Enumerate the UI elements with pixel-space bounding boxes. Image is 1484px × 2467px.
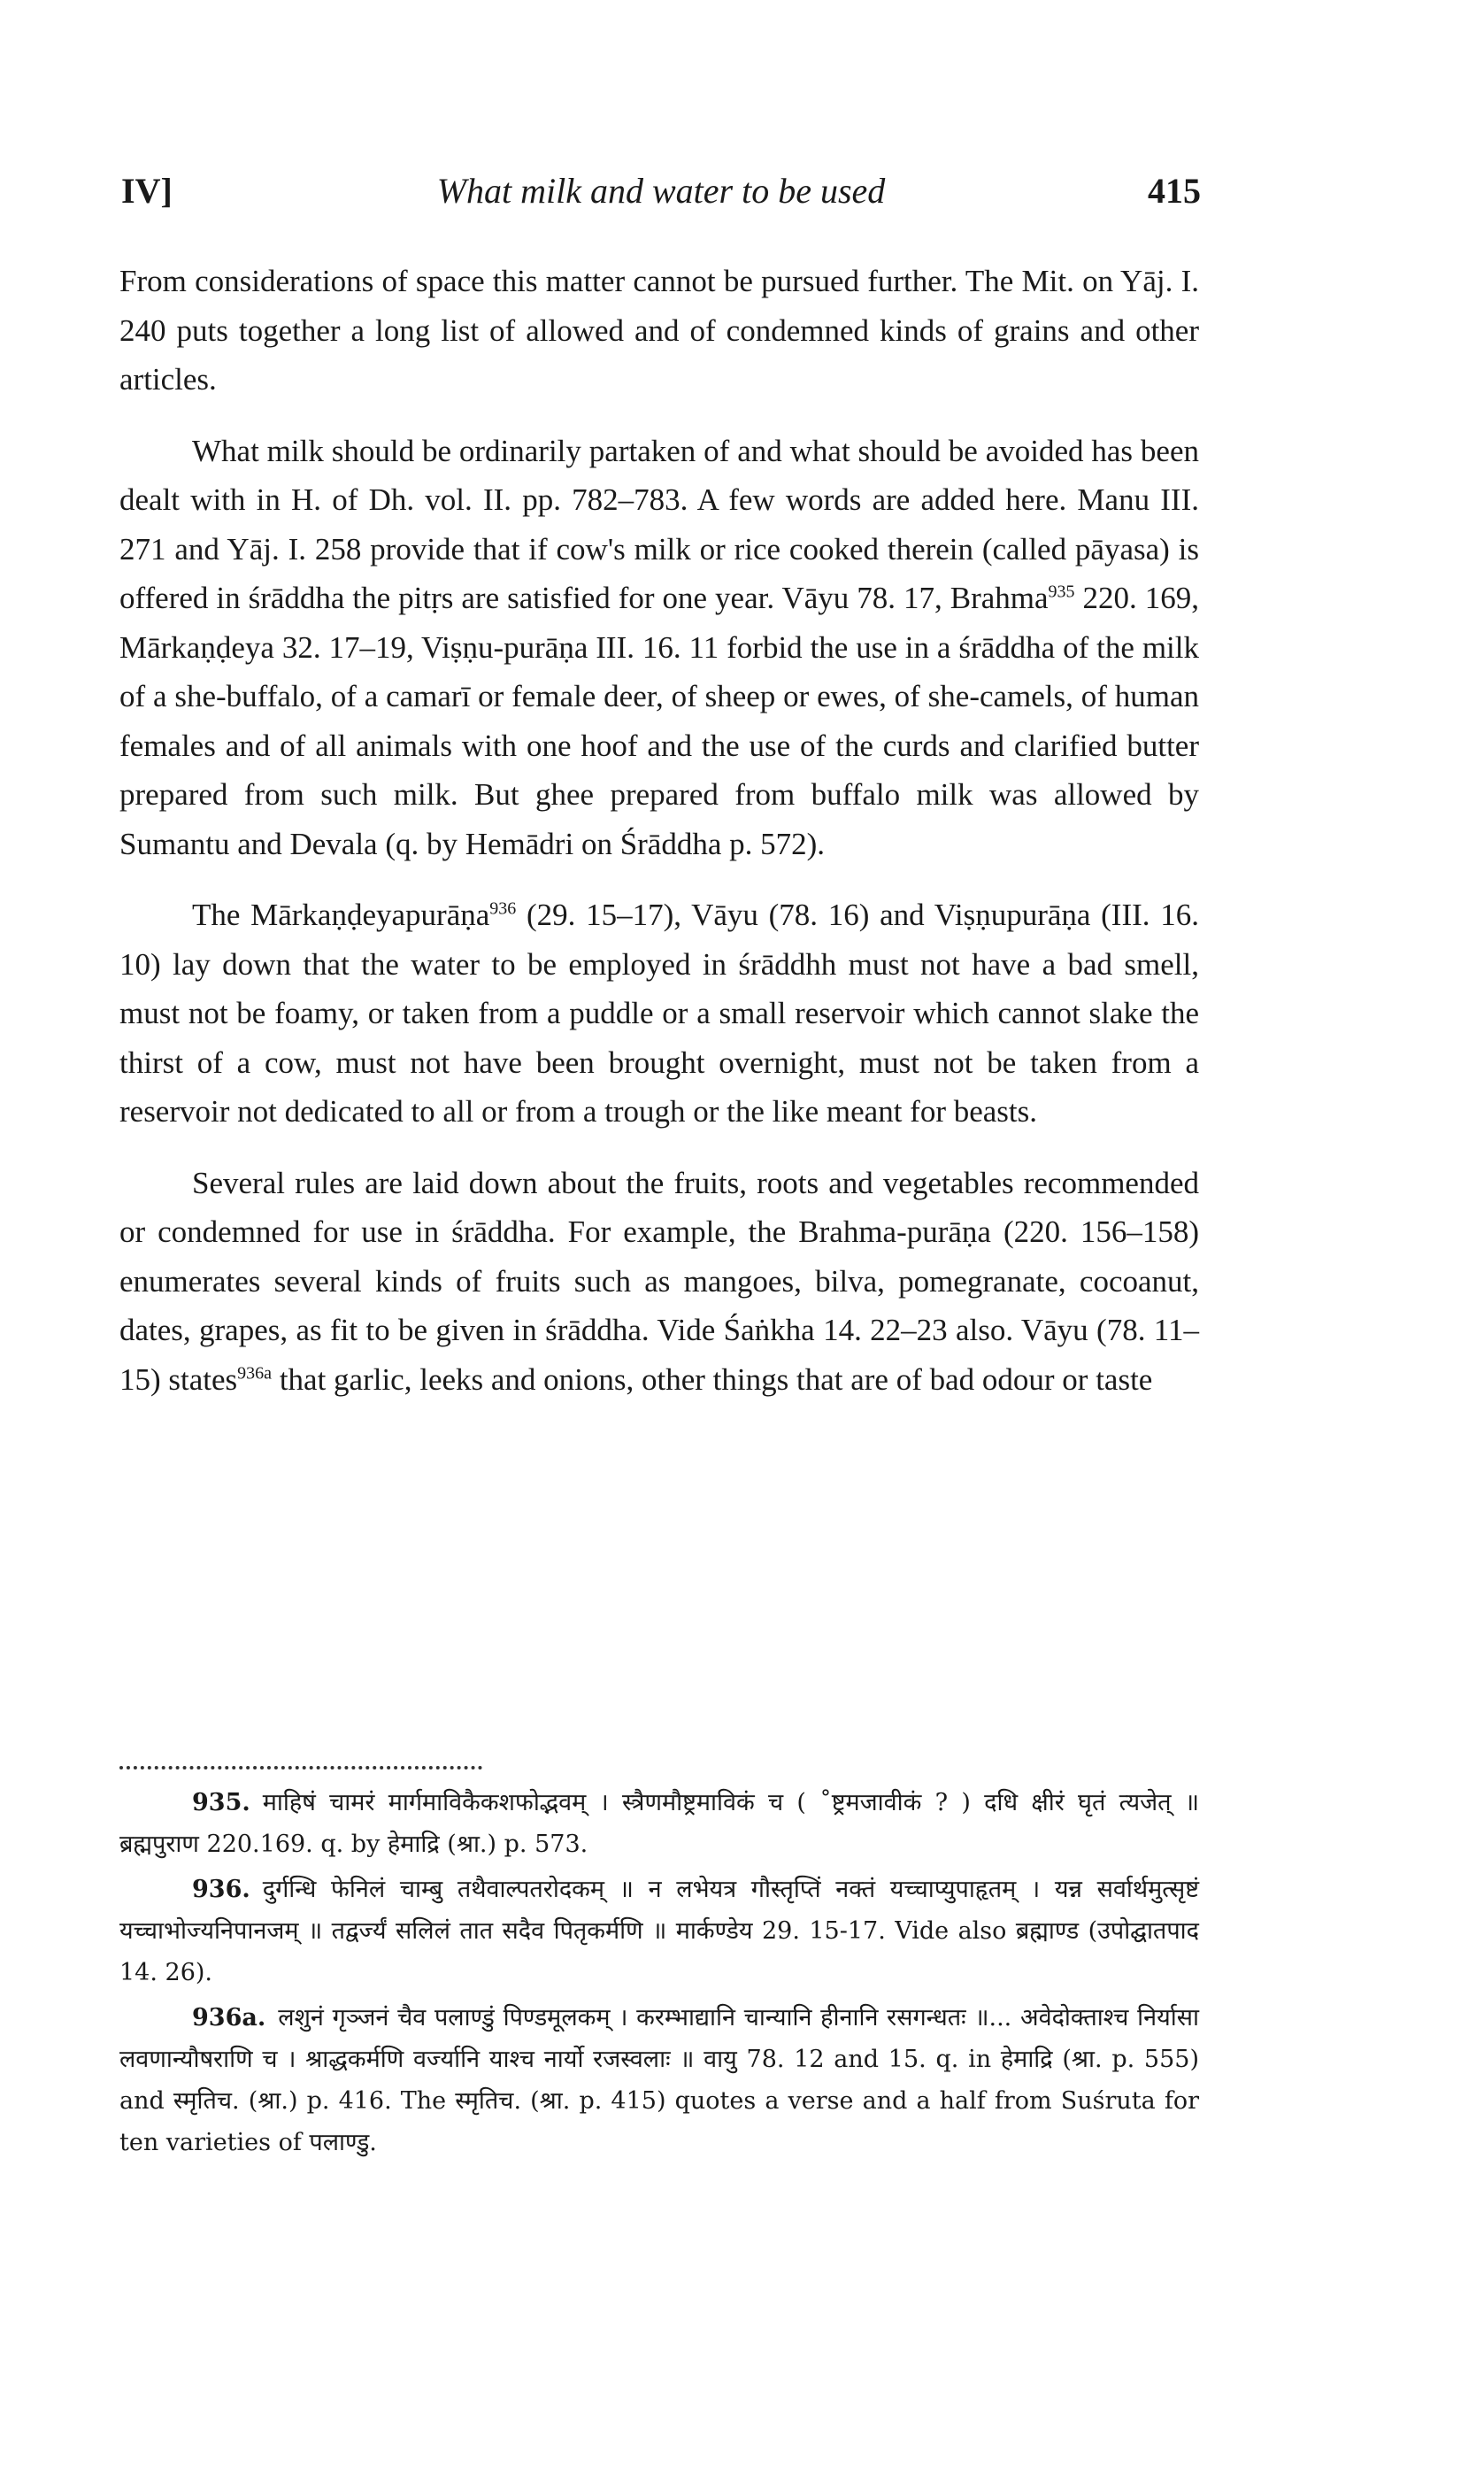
paragraph-text: What milk should be ordinarily partaken of and what should be avoided has been dealt with in H. of Dh. vol. II. pp. 782–783. A few words are added here. Manu III. 271 and Yāj. I. 258 provide that if cow's milk or rice cooked therein (called pāyasa) is offered in śrāddha the pitṛs are satisfied for one year. Vāyu 78. 17, Brahma	[119, 433, 1199, 615]
paragraph-1	[119, 257, 1199, 405]
running-title: What milk and water to be used	[436, 171, 886, 211]
footnote-ref-936[interactable]: 936	[489, 898, 517, 919]
paragraph-2	[119, 427, 1199, 869]
footnote-text: दुर्गन्धि फेनिलं चाम्बु तथैवाल्पतरोदकम् ॥ न लभेयत्र गौस्तृप्तिं नक्तं यच्चाप्युपाहृतम् । यन्न सर्वार्थमुत्सृष्टं यच्चाभोज्यनिपानजम् ॥ तद्वर्ज्यं सलिलं तात सदैव पितृकर्मणि ॥ मार्कण्डेय 29. 15-17. Vide also ब्रह्माण्ड (उपोद्घातपाद 14. 26).	[119, 1876, 1199, 1986]
paragraph-text-cont: 220. 169, Mārkaṇḍeya 32. 17–19, Viṣṇu-purāṇa III. 16. 11 forbid the use in a śrāddha of the milk of a she-buffalo, of a camarī or female deer, of sheep or ewes, of she-camels, of human females and of all animals with one hoof and the use of the curds and clarified butter prepared from such milk. But ghee prepared from buffalo milk was allowed by Sumantu and Devala (q. by Hemādri on Śrāddha p. 572).	[119, 581, 1199, 861]
paragraph-text: The Mārkaṇḍeyapurāṇa	[192, 898, 490, 932]
section-marker: IV]	[121, 171, 173, 211]
footnote-ref-935[interactable]: 935	[1048, 582, 1075, 602]
footnote-text: माहिषं चामरं मार्गमाविकैकशफोद्भवम् । स्त्रैणमौष्ट्रमाविकं च ( ˚ष्ट्रमजावीकं ? ) दधि क्षीरं घृतं त्यजेत् ॥ ब्रह्मपुराण 220.169. q. by हेमाद्रि (श्रा.) p. 573.	[119, 1789, 1199, 1858]
paragraph-text: Several rules are laid down about the fruits, roots and vegetables recommended or condemned for use in śrāddha. For example, the Brahma-purāṇa (220. 156–158) enumerates several kinds of fruits such as mangoes, bilva, pomegranate, cocoanut, dates, grapes, as fit to be given in śrāddha. Vide Śaṅkha 14. 22–23 also. Vāyu (78. 11–15) states	[119, 1165, 1199, 1397]
footnote-number: 936a.	[192, 2004, 266, 2031]
footnote-divider	[119, 1757, 482, 1769]
footnote-936	[119, 1869, 1199, 1993]
paragraph-text-cont: that garlic, leeks and onions, other things that are of bad odour or taste	[272, 1361, 1153, 1397]
footnote-935	[119, 1782, 1199, 1865]
footnote-number: 936.	[192, 1876, 250, 1903]
page-number: 415	[1148, 171, 1201, 211]
running-header	[121, 170, 1201, 223]
footnote-number: 935.	[192, 1789, 250, 1816]
paragraph-4	[119, 1159, 1199, 1405]
footnotes	[119, 1782, 1199, 2167]
paragraph-3	[119, 890, 1199, 1137]
paragraph-text-cont: (29. 15–17), Vāyu (78. 16) and Viṣṇupurāṇa (III. 16. 10) lay down that the water to be employed in śrāddhh must not have a bad smell, must not be foamy, or taken from a puddle or a small reservoir which cannot slake the thirst of a cow, must not have been brought overnight, must not be taken from a reservoir not dedicated to all or from a trough or the like meant for beasts.	[119, 898, 1199, 1129]
paragraph-text: From considerations of space this matter cannot be pursued further. The Mit. on Yāj. I. 240 puts together a long list of allowed and of condemned kinds of grains and other articles.	[119, 264, 1199, 397]
footnote-936a	[119, 1997, 1199, 2163]
main-text	[119, 257, 1199, 1426]
footnote-ref-936a[interactable]: 936a	[237, 1362, 273, 1383]
footnote-text: लशुनं गृञ्जनं चैव पलाण्डुं पिण्डमूलकम् । करम्भाद्यानि चान्यानि हीनानि रसगन्धतः ॥... अवेदोक्ताश्च निर्यासा लवणान्यौषराणि च । श्राद्धकर्मणि वर्ज्यानि याश्च नार्यो रजस्वलाः ॥ वायु 78. 12 and 15. q. in हेमाद्रि (श्रा. p. 555) and स्मृतिच. (श्रा.) p. 416. The स्मृतिच. (श्रा. p. 415) quotes a verse and a half from Suśruta for ten varieties of पलाण्डु.	[119, 2004, 1199, 2156]
